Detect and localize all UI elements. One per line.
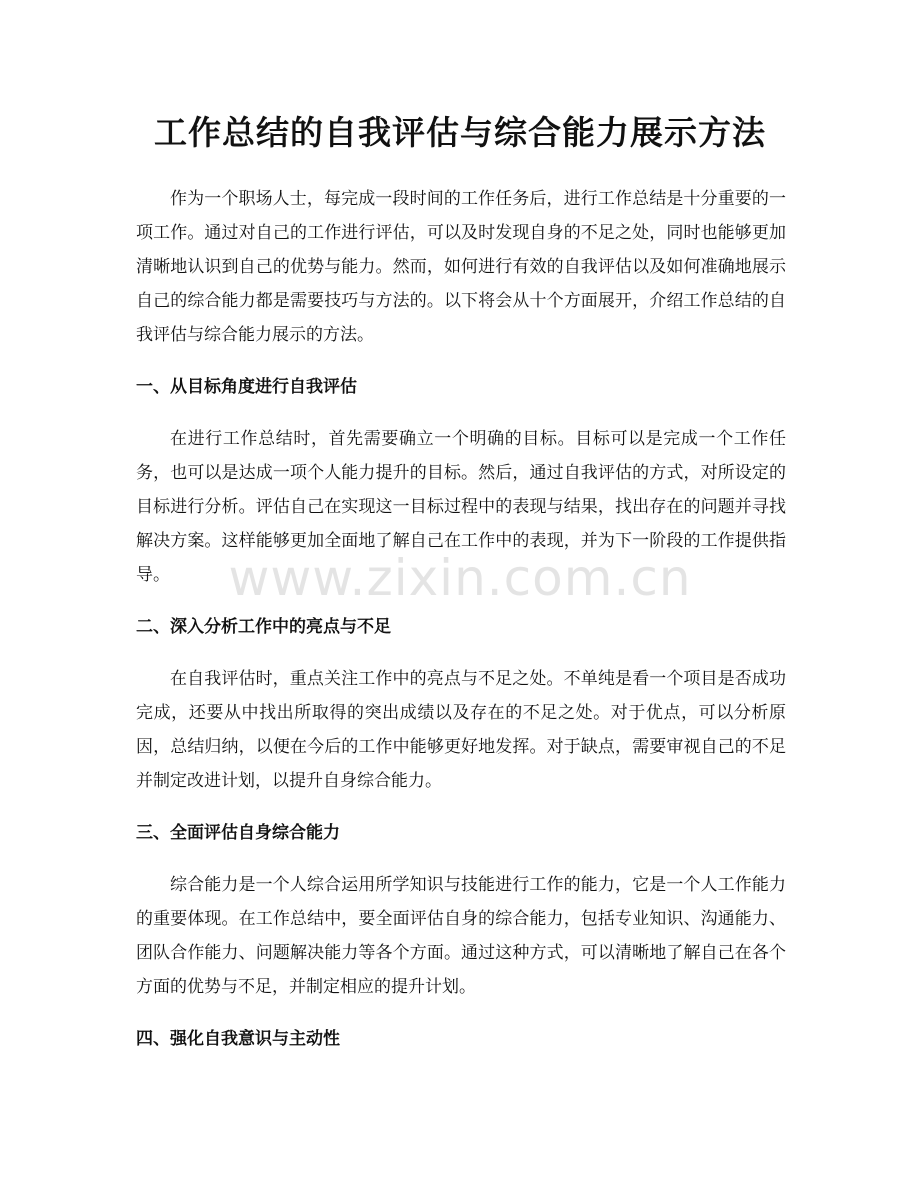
section-4-heading: 四、强化自我意识与主动性	[136, 1029, 340, 1049]
section-1-heading: 一、从目标角度进行自我评估	[136, 377, 357, 397]
section-3-heading: 三、全面评估自身综合能力	[136, 823, 340, 843]
intro-paragraph: 作为一个职场人士，每完成一段时间的工作任务后，进行工作总结是十分重要的一项工作。通过对自己的工作进行评估，可以及时发现自身的不足之处，同时也能够更加清晰地认识到自己的优势与能力。然而，如何进行有效的自我评估以及如何准确地展示自己的综合能力都是需要技巧与方法的。以下将会从十个方面展开，介绍工作总结的自我评估与综合能力展示的方法。	[136, 189, 786, 345]
watermark: www.zixin.com.cn	[228, 549, 692, 607]
section-3-paragraph: 综合能力是一个人综合运用所学知识与技能进行工作的能力，它是一个人工作能力的重要体现。在工作总结中，要全面评估自身的综合能力，包括专业知识、沟通能力、团队合作能力、问题解决能力等各个方面。通过这种方式，可以清晰地了解自己在各个方面的优势与不足，并制定相应的提升计划。	[136, 875, 786, 997]
section-2-heading: 二、深入分析工作中的亮点与不足	[136, 617, 391, 637]
section-1-paragraph: 在进行工作总结时，首先需要确立一个明确的目标。目标可以是完成一个工作任务，也可以是达成一项个人能力提升的目标。然后，通过自我评估的方式，对所设定的目标进行分析。评估自己在实现这一目标过程中的表现与结果，找出存在的问题并寻找解决方案。这样能够更加全面地了解自己在工作中的表现，并为下一阶段的工作提供指导。	[136, 429, 786, 585]
document-body	[136, 182, 786, 1053]
page-title: 工作总结的自我评估与综合能力展示方法	[154, 113, 766, 152]
section-2-paragraph: 在自我评估时，重点关注工作中的亮点与不足之处。不单纯是看一个项目是否成功完成，还要从中找出所取得的突出成绩以及存在的不足之处。对于优点，可以分析原因，总结归纳，以便在今后的工作中能够更好地发挥。对于缺点，需要审视自己的不足并制定改进计划，以提升自身综合能力。	[136, 669, 786, 791]
